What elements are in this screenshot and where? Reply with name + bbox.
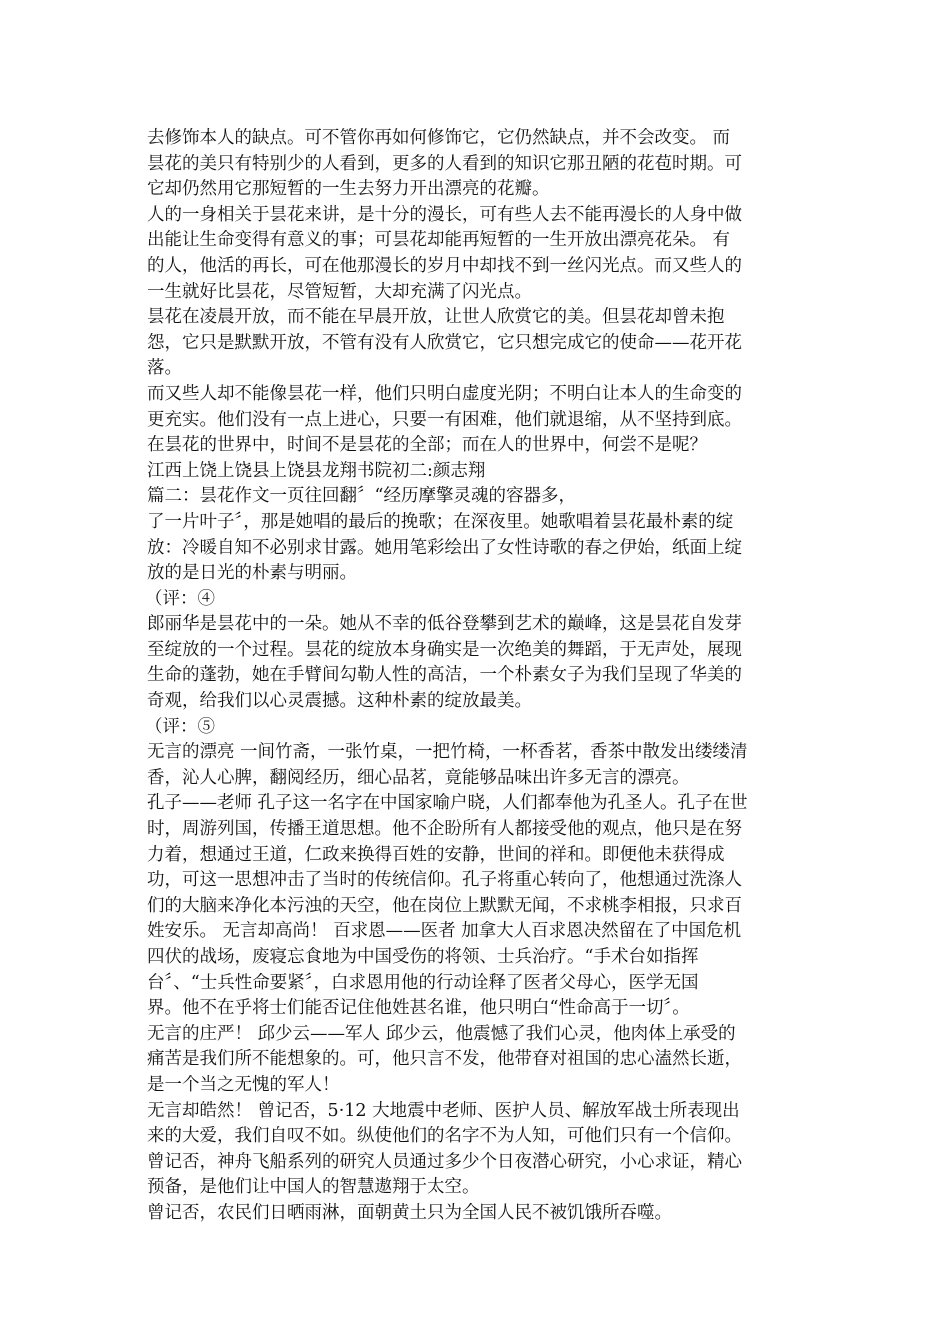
text-line: 界。他不在乎将士们能否记住他姓甚名谁，他只明白“性命高于一切〞。 <box>147 998 690 1019</box>
document-body <box>147 126 807 1227</box>
text-line: 姓安乐。 无言却高尚！ 百求恩——医者 加拿大人百求恩决然留在了中国危机 <box>147 921 742 942</box>
text-line: 出能让生命变得有意义的事；可昙花却能再短暂的一生开放出漂亮花朵。 有 <box>147 230 731 251</box>
comment-marker: （评：⑤ <box>145 716 215 737</box>
text-line: 曾记否，农民们日晒雨淋，面朝黄土只为全国人民不被饥饿所吞噬。 <box>147 1202 672 1223</box>
text-line: 落。 <box>147 358 182 379</box>
text-line: 台〞、“士兵性命要紧〞，白求恩用他的行动诠释了医者父母心，医学无国 <box>147 972 699 993</box>
text-line: 四伏的战场，废寝忘食地为中国受伤的将领、士兵治疗。“手术台如指挥 <box>147 947 699 967</box>
text-line: 在昙花的世界中，时间不是昙花的全部；而在人的世界中，何尝不是呢？ <box>147 435 707 456</box>
text-line: 功，可这一思想冲击了当时的传统信仰。孔子将重心转向了，他想通过洗涤人 <box>147 870 742 891</box>
text-line: 昙花的美只有特别少的人看到，更多的人看到的知识它那丑陋的花苞时期。可 <box>147 153 742 174</box>
text-line: 去修饰本人的缺点。可不管你再如何修饰它，它仍然缺点，并不会改变。 而 <box>147 128 731 148</box>
text-line: 放的是日光的朴素与明丽。 <box>147 563 357 584</box>
text-line: 们的大脑来净化本污浊的天空，他在岗位上默默无闻，不求桃李相报，只求百 <box>147 895 742 916</box>
text-line: 生命的蓬勃，她在手臂间勾勒人性的高洁，一个朴素女子为我们呈现了华美的 <box>147 665 742 686</box>
text-line: 无言的庄严！ 邱少云——军人 邱少云，他震憾了我们心灵，他肉体上承受的 <box>147 1023 736 1044</box>
text-line: 郎丽华是昙花中的一朵。她从不幸的低谷登攀到艺术的巅峰，这是昙花自发芽 <box>147 614 742 635</box>
text-line: 无言却皓然！ 曾记否，5·12 大地震中老师、医护人员、解放军战士所表现出 <box>147 1100 740 1121</box>
text-line: 放：冷暖自知不必别求甘露。她用笔彩绘出了女性诗歌的春之伊始，纸面上绽 <box>147 537 742 558</box>
text-line: 力着，想通过王道，仁政来换得百姓的安静，世间的祥和。即便他未获得成 <box>147 844 725 865</box>
text-line: 预备，是他们让中国人的智慧遨翔于太空。 <box>147 1177 480 1198</box>
text-line: 无言的漂亮 一间竹斋，一张竹桌，一把竹椅，一杯香茗，香茶中散发出缕缕清 <box>147 742 748 763</box>
text-line: 的人，他活的再长，可在他那漫长的岁月中却找不到一丝闪光点。而又些人的 <box>147 255 742 276</box>
text-line: 而又些人却不能像昙花一样，他们只明白虚度光阴；不明白让本人的生命变的 <box>147 383 742 404</box>
text-line: 痛苦是我们所不能想象的。可，他只言不发，他带眘对祖国的忠心溘然长逝， <box>147 1049 742 1070</box>
text-line: 怨，它只是默默开放，不管有没有人欣赏它，它只想完成它的使命——花开花 <box>147 332 742 353</box>
text-line: 是一个当之无愧的军人！ <box>147 1074 340 1095</box>
text-line: 人的一身相关于昙花来讲，是十分的漫长，可有些人去不能再漫长的人身中做 <box>147 204 742 225</box>
text-line: 它却仍然用它那短暂的一生去努力开出漂亮的花瓣。 <box>147 179 550 200</box>
text-line: 了一片叶子〞，那是她唱的最后的挽歌；在深夜里。她歌唱着昙花最朴素的绽 <box>147 511 734 532</box>
text-line: 至绽放的一个过程。昙花的绽放本身确实是一次绝美的舞蹈，于无声处，展现 <box>147 639 742 660</box>
text-line: 曾记否，神舟飞船系列的研究人员通过多少个日夜潜心研究，小心求证，精心 <box>147 1151 742 1172</box>
text-line: 奇观，给我们以心灵震撼。这种朴素的绽放最美。 <box>147 691 532 712</box>
text-line: 时，周游列国，传播王道思想。他不企盼所有人都接受他的观点，他只是在努 <box>147 819 742 840</box>
text-line: 来的大爱，我们自叹不如。纵使他们的名字不为人知，可他们只有一个信仰。 <box>147 1126 742 1147</box>
text-line: 昙花在凌晨开放，而不能在早晨开放，让世人欣赏它的美。但昙花却曾未抱 <box>147 307 725 328</box>
text-line: 一生就好比昙花，尽管短暂，大却充满了闪光点。 <box>147 281 532 302</box>
text-line: 孔子——老师 孔子这一名字在中国家喻户晓，人们都奉他为孔圣人。孔子在世 <box>147 793 748 814</box>
text-line: 香，沁人心脾，翻阅经历，细心品茗，竟能够品味出许多无言的漂亮。 <box>147 767 690 788</box>
author-line: 江西上饶上饶县上饶县龙翔书院初二:颜志翔 <box>147 460 486 481</box>
section-heading: 篇二：昙花作文一页往回翻〞“经历摩擎灵魂的容器多， <box>147 486 576 507</box>
text-line: 更充实。他们没有一点上进心，只要一有困难，他们就退缩，从不坚持到底。 <box>147 409 742 430</box>
comment-marker: （评：④ <box>145 588 215 609</box>
